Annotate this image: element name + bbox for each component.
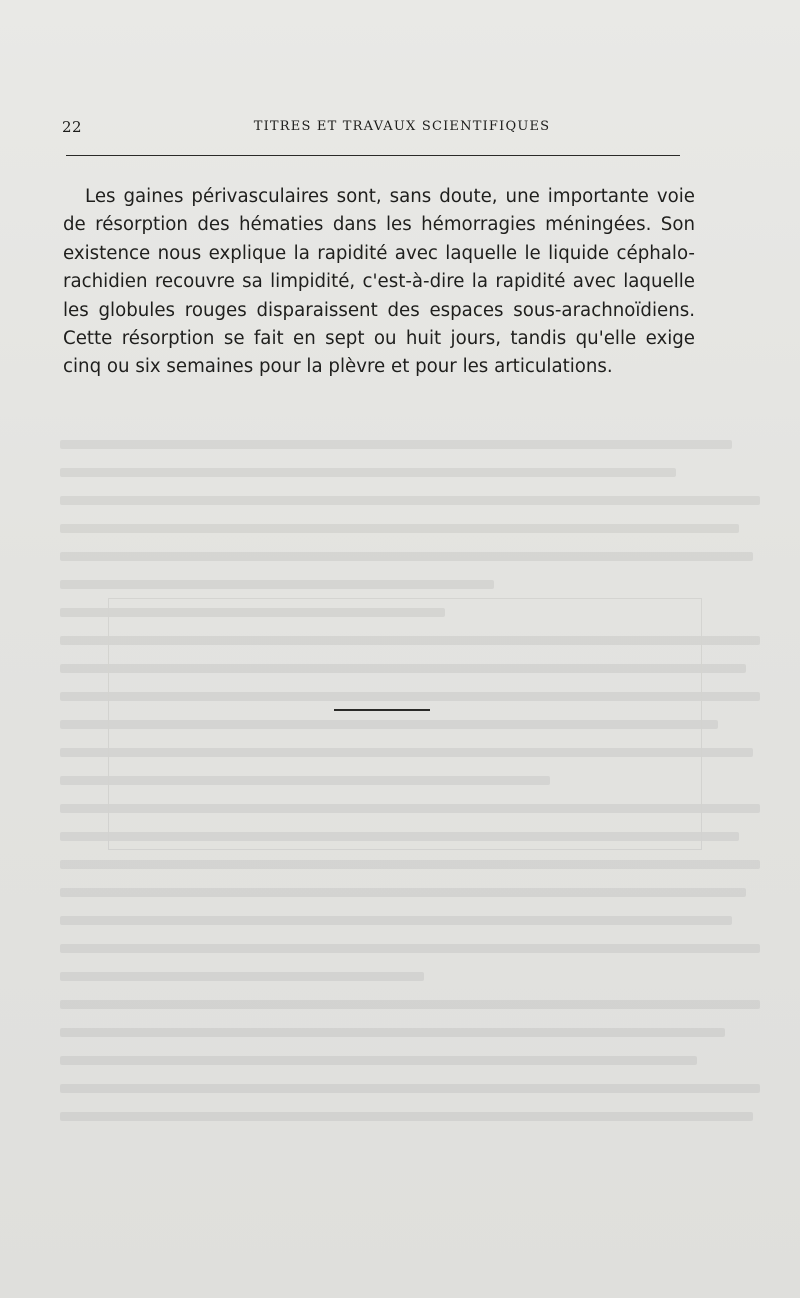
verso-bleed-through: [60, 440, 760, 1160]
running-title: TITRES ET TRAVAUX SCIENTIFIQUES: [253, 119, 551, 134]
running-head: [62, 118, 680, 142]
body-text: [63, 183, 695, 382]
header-rule: [66, 155, 680, 156]
paragraph: Les gaines périvasculaires sont, sans doute, une importante voie de résorption des hématies dans les hémorragies méningées. Son existence nous explique la rapidité avec laquelle le liquide céphalo-rachidien recouvre sa limpidité, c'est-à-dire la rapidité avec laquelle les globules rouges disparaissent des espaces sous-arachnoïdiens. Cette résorption se fait en sept ou huit jours, tandis qu'elle exige cinq ou six semaines pour la plèvre et pour les articulations.: [63, 186, 695, 378]
section-end-rule: [334, 709, 430, 711]
page-number: 22: [62, 118, 83, 136]
